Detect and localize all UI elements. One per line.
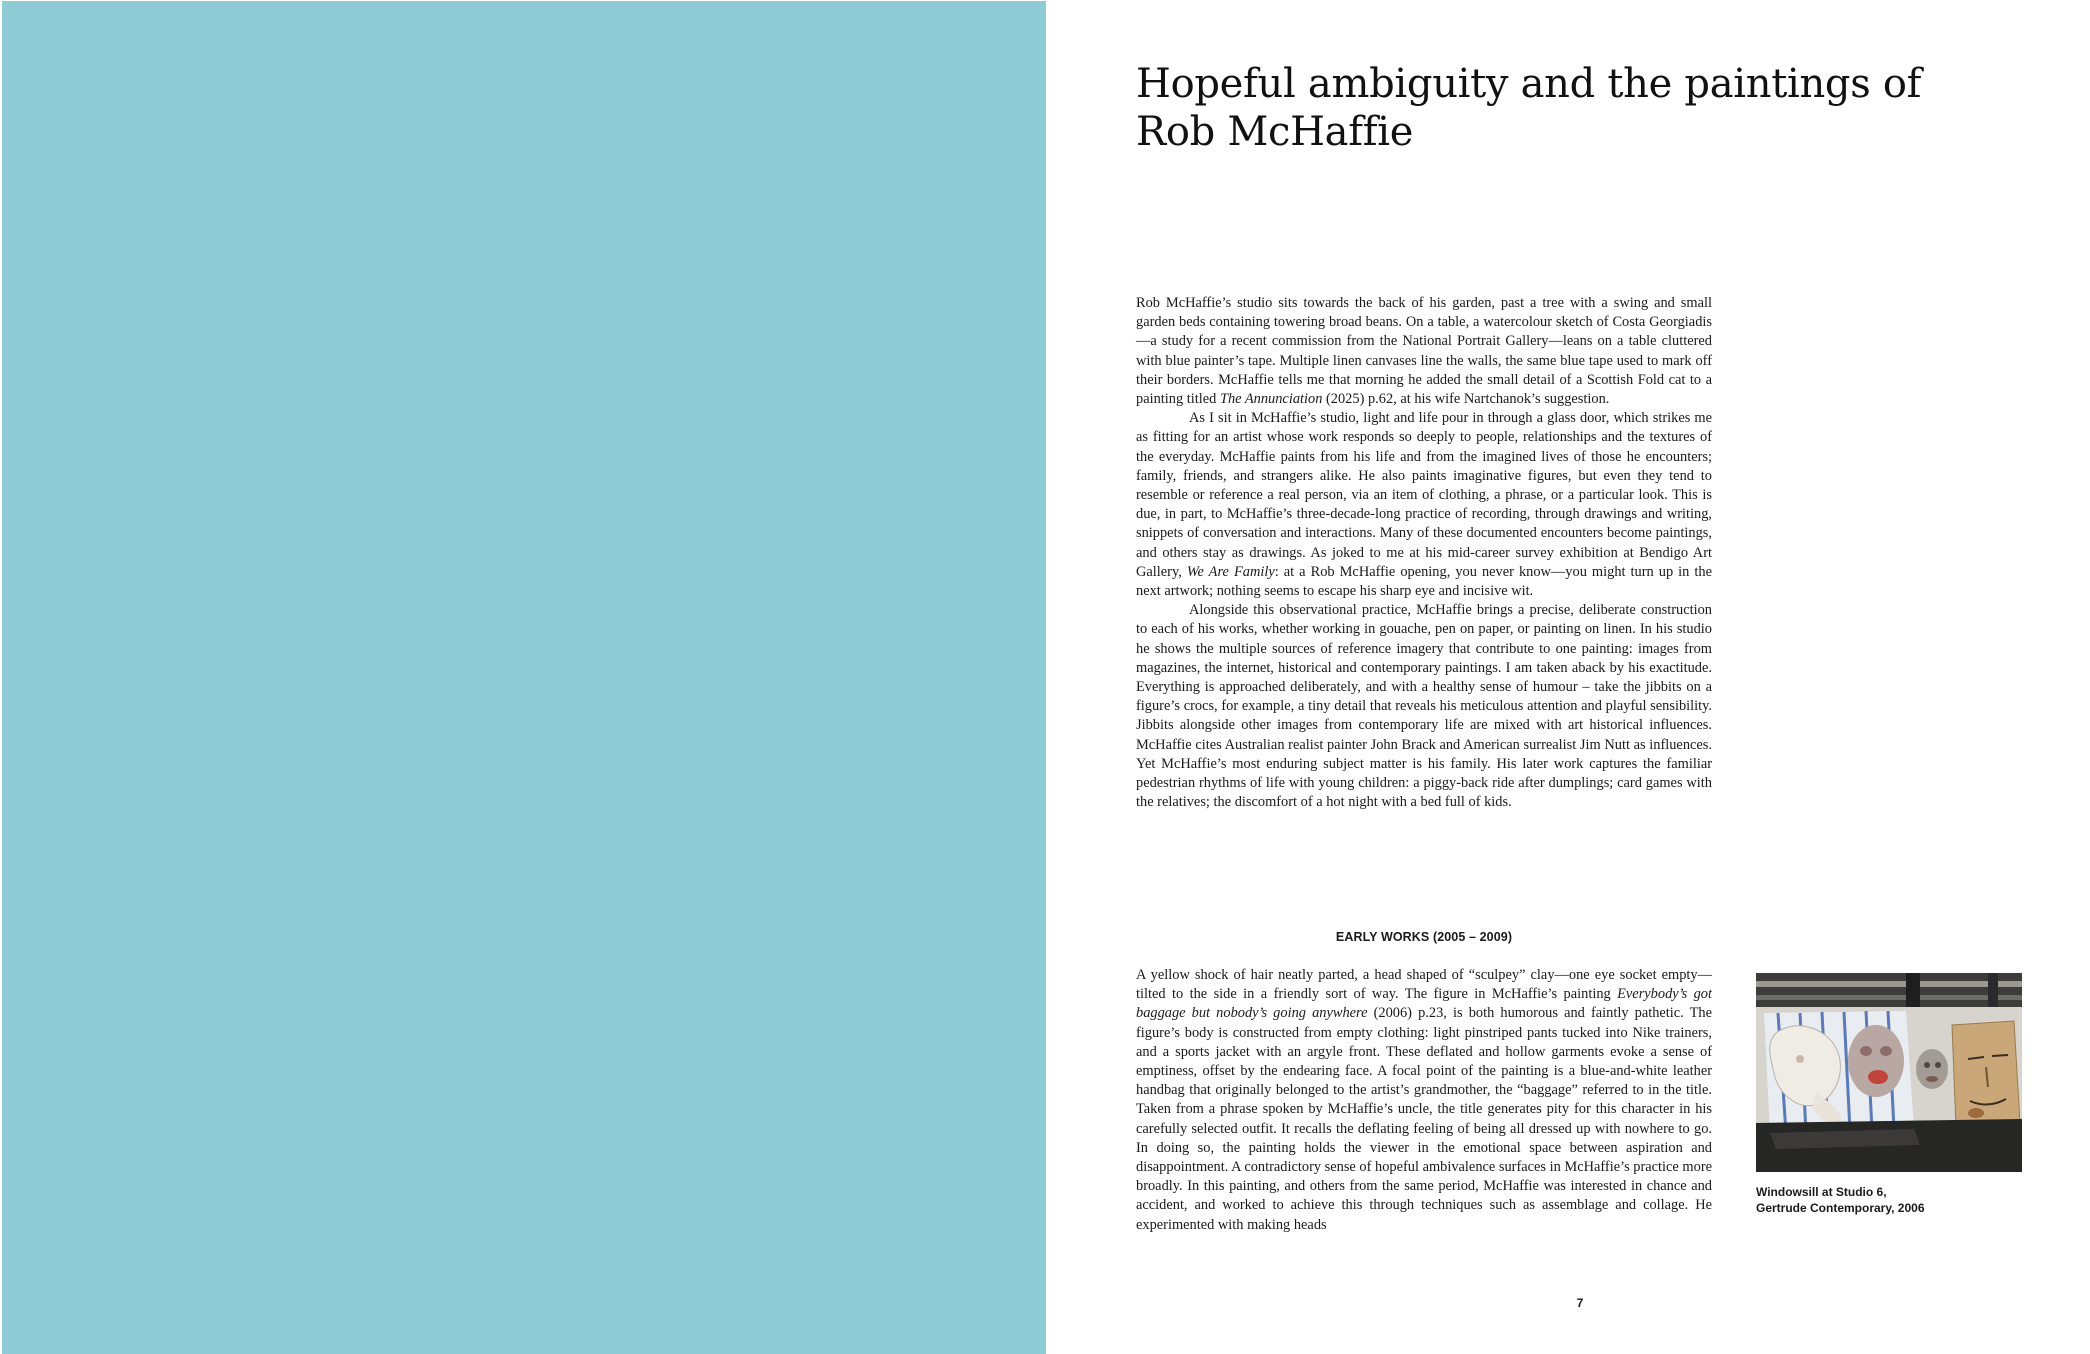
page-number: 7 xyxy=(1576,1296,1584,1310)
intro-text xyxy=(1136,294,1712,812)
windowsill-photo xyxy=(1756,973,2022,1172)
text-run: Rob McHaffie’s studio sits towards the back of his garden, past a tree with a swing and small garden beds containing towering broad beans. On a table, a watercolour sketch of Costa Georgiadis—a study for a recent commission from the National Portrait Gallery—leans on a table cluttered with blue painter’s tape. Multiple linen canvases line the walls, the same blue tape used to mark off their borders. McHaffie tells me that morning he added the small detail of a Scottish Fold cat to a painting titled xyxy=(1136,295,1712,408)
windowsill-photo-illustration xyxy=(1756,973,2022,1172)
text-run: (2025) p.62, at his wife Nartchanok’s suggestion. xyxy=(1322,391,1610,408)
figure-caption-line-1: Windowsill at Studio 6, xyxy=(1756,1185,1887,1199)
text-run: As I sit in McHaffie’s studio, light and life pour in through a glass door, which strikes me as fitting for an artist whose work responds so deeply to people, relationships and the textures of the everyday. McHaffie paints from his life and from the imagined lives of those he encounters; family, friends, and strangers alike. He also paints imaginative figures, but even they tend to resemble or reference a real person, via an item of clothing, a phrase, or a particular look. This is due, in part, to McHaffie’s three-decade-long practice of recording, through drawings and writing, snippets of conversation and interactions. Many of these documented encounters become paintings, and others stay as drawings. As joked to me at his mid-career survey exhibition at Bendigo Art Gallery, xyxy=(1136,410,1712,580)
intro-paragraph-3: Alongside this observational practice, McHaffie brings a precise, deliberate construction to each of his works, whether working in gouache, pen on paper, or painting on linen. In his studio he shows the multiple sources of reference imagery that contribute to one painting: images from magazines, the internet, historical and contemporary paintings. I am taken aback by his exactitude. Everything is approached deliberately, and with a healthy sense of humour – take the jibbits on a figure’s crocs, for example, a tiny detail that reveals his meticulous attention and playful sensibility. Jibbits alongside other images from contemporary life are mixed with art historical influences. McHaffie cites Australian realist painter John Brack and American surrealist Jim Nutt as influences. Yet McHaffie’s most enduring subject matter is his family. His later work captures the familiar pedestrian rhythms of life with young children: a piggy-back ride after dumplings; card games with the relatives; the discomfort of a hot night with a bed full of kids. xyxy=(1136,602,1712,811)
text-run: : at a Rob McHaffie opening, you never know—you might turn up in the next artwork; nothing seems to escape his sharp eye and incisive wit. xyxy=(1136,563,1712,600)
essay-title xyxy=(1136,60,1956,156)
exhibition-title: We Are Family xyxy=(1186,563,1275,580)
essay-title-line-1: Hopeful ambiguity and the paintings of xyxy=(1136,61,1922,107)
text-run: A yellow shock of hair neatly parted, a head shaped of “sculpey” clay—one eye socket empty—tilted to the side in a friendly sort of way. The figure in McHaffie’s painting xyxy=(1136,967,1712,1003)
blank-color-page xyxy=(2,1,1046,1354)
artwork-title: The Annunciation xyxy=(1219,391,1323,408)
section-paragraph-1 xyxy=(1136,966,1712,1235)
section-heading: EARLY WORKS (2005 – 2009) xyxy=(1335,930,1513,944)
figure-caption xyxy=(1756,1184,2036,1216)
intro-paragraph-1 xyxy=(1136,294,1712,409)
intro-paragraph-2 xyxy=(1136,409,1712,601)
artwork-title: Everybody’s got baggage but nobody’s going anywhere xyxy=(1136,986,1712,1022)
section-text xyxy=(1136,966,1712,1256)
figure-caption-line-2: Gertrude Contemporary, 2006 xyxy=(1756,1201,1925,1215)
essay-title-line-2: Rob McHaffie xyxy=(1136,109,1414,155)
text-run: (2006) p.23, is both humorous and faintly pathetic. The figure’s body is constructed from empty clothing: light pinstriped pants tucked into Nike trainers, and a sports jacket with an argyle front. These deflated and hollow garments evoke a sense of emptiness, offset by the endearing face. A focal point of the painting is a blue-and-white leather handbag that originally belonged to the artist’s grandmother, the “baggage” referred to in the title. Taken from a phrase spoken by McHaffie’s uncle, the title generates pity for this character in his carefully selected outfit. It recalls the deflating feeling of being all dressed up with nowhere to go. In doing so, the painting holds the viewer in the emotional space between aspiration and disappointment. A contradictory sense of hopeful ambivalence surfaces in McHaffie’s practice more broadly. In this painting, and others from the same period, McHaffie was interested in chance and accident, and worked to achieve this through techniques such as assemblage and collage. He experimented with making heads xyxy=(1136,1005,1712,1233)
